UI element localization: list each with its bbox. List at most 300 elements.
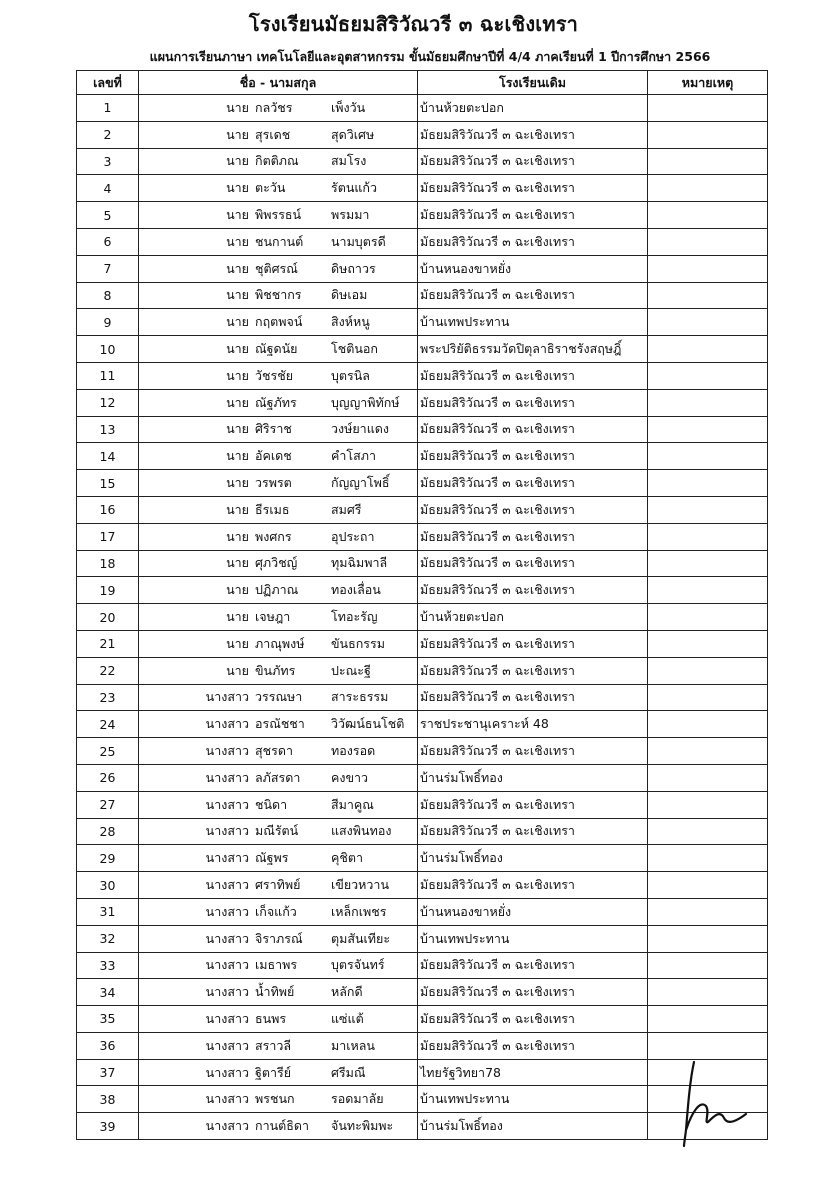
column-header-note: หมายเหตุ xyxy=(648,71,768,95)
first-name: ชนกานต์ xyxy=(255,233,304,249)
cell-note xyxy=(648,630,768,657)
cell-number: 19 xyxy=(77,577,139,604)
name-prefix: นางสาว xyxy=(205,716,249,732)
cell-note xyxy=(648,416,768,443)
table-row xyxy=(77,845,768,872)
cell-note xyxy=(648,738,768,765)
cell-note xyxy=(648,818,768,845)
name-prefix: นาย xyxy=(226,501,249,517)
cell-previous-school: มัธยมสิริวัณวรี ๓ ฉะเชิงเทรา xyxy=(418,952,648,979)
cell-previous-school: มัธยมสิริวัณวรี ๓ ฉะเชิงเทรา xyxy=(418,470,648,497)
table-row xyxy=(77,496,768,523)
cell-note xyxy=(648,389,768,416)
cell-previous-school: มัธยมสิริวัณวรี ๓ ฉะเชิงเทรา xyxy=(418,121,648,148)
cell-name xyxy=(139,684,418,711)
last-name: วิวัฒน์ธนโชติ xyxy=(331,716,405,732)
table-row xyxy=(77,791,768,818)
first-name: ณัฐดนัย xyxy=(255,341,298,357)
cell-name xyxy=(139,1086,418,1113)
first-name: ณัฐพร xyxy=(255,850,289,866)
last-name: โทอะรัญ xyxy=(331,609,378,625)
cell-number: 33 xyxy=(77,952,139,979)
name-prefix: นางสาว xyxy=(205,796,249,812)
cell-name xyxy=(139,845,418,872)
cell-name xyxy=(139,872,418,899)
name-prefix: นางสาว xyxy=(205,689,249,705)
cell-note xyxy=(648,1006,768,1033)
cell-name xyxy=(139,1113,418,1140)
table-row xyxy=(77,95,768,122)
cell-note xyxy=(648,845,768,872)
cell-previous-school: มัธยมสิริวัณวรี ๓ ฉะเชิงเทรา xyxy=(418,443,648,470)
name-prefix: นาย xyxy=(226,609,249,625)
cell-note xyxy=(648,175,768,202)
cell-name xyxy=(139,255,418,282)
first-name: กลวัชร xyxy=(255,99,293,115)
table-row xyxy=(77,121,768,148)
last-name: รัตนแก้ว xyxy=(331,180,378,196)
name-prefix: นาย xyxy=(226,233,249,249)
name-prefix: นาย xyxy=(226,207,249,223)
first-name: ธีรเมธ xyxy=(255,501,290,517)
cell-note xyxy=(648,282,768,309)
name-prefix: นาย xyxy=(226,421,249,437)
cell-note xyxy=(648,657,768,684)
last-name: โชตินอก xyxy=(331,341,378,357)
cell-previous-school: มัธยมสิริวัณวรี ๓ ฉะเชิงเทรา xyxy=(418,818,648,845)
first-name: ปฏิภาณ xyxy=(255,582,299,598)
table-row xyxy=(77,604,768,631)
cell-number: 20 xyxy=(77,604,139,631)
last-name: เหล็กเพชร xyxy=(331,903,387,919)
table-row xyxy=(77,362,768,389)
table-row xyxy=(77,470,768,497)
cell-name xyxy=(139,577,418,604)
name-prefix: นาย xyxy=(226,635,249,651)
cell-number: 23 xyxy=(77,684,139,711)
first-name: เจษฎา xyxy=(255,609,291,625)
table-row xyxy=(77,711,768,738)
table-row xyxy=(77,255,768,282)
table-row xyxy=(77,630,768,657)
name-prefix: นาย xyxy=(226,367,249,383)
cell-previous-school: มัธยมสิริวัณวรี ๓ ฉะเชิงเทรา xyxy=(418,389,648,416)
name-prefix: นาย xyxy=(226,260,249,276)
first-name: น้ำทิพย์ xyxy=(255,984,295,1000)
name-prefix: นาย xyxy=(226,99,249,115)
cell-previous-school: มัธยมสิริวัณวรี ๓ ฉะเชิงเทรา xyxy=(418,496,648,523)
table-row xyxy=(77,764,768,791)
cell-name xyxy=(139,228,418,255)
cell-note xyxy=(648,121,768,148)
cell-number: 27 xyxy=(77,791,139,818)
cell-number: 26 xyxy=(77,764,139,791)
cell-note xyxy=(648,791,768,818)
last-name: สมศรี xyxy=(331,501,362,517)
name-prefix: นาย xyxy=(226,394,249,410)
first-name: จิราภรณ์ xyxy=(255,930,303,946)
name-prefix: นางสาว xyxy=(205,1118,249,1134)
cell-note xyxy=(648,309,768,336)
last-name: บุญญาพิทักษ์ xyxy=(331,394,400,410)
cell-previous-school: มัธยมสิริวัณวรี ๓ ฉะเชิงเทรา xyxy=(418,1006,648,1033)
cell-previous-school: บ้านเทพประทาน xyxy=(418,925,648,952)
cell-name xyxy=(139,898,418,925)
cell-name xyxy=(139,95,418,122)
last-name: ตุมสันเทียะ xyxy=(331,930,391,946)
cell-number: 28 xyxy=(77,818,139,845)
table-row xyxy=(77,282,768,309)
first-name: เมธาพร xyxy=(255,957,298,973)
cell-previous-school: มัธยมสิริวัณวรี ๓ ฉะเชิงเทรา xyxy=(418,175,648,202)
cell-number: 14 xyxy=(77,443,139,470)
cell-number: 1 xyxy=(77,95,139,122)
table-row xyxy=(77,979,768,1006)
table-row xyxy=(77,228,768,255)
cell-previous-school: มัธยมสิริวัณวรี ๓ ฉะเชิงเทรา xyxy=(418,657,648,684)
cell-previous-school: มัธยมสิริวัณวรี ๓ ฉะเชิงเทรา xyxy=(418,738,648,765)
first-name: พรชนก xyxy=(255,1091,295,1107)
cell-note xyxy=(648,148,768,175)
cell-name xyxy=(139,952,418,979)
name-prefix: นาย xyxy=(226,180,249,196)
cell-number: 21 xyxy=(77,630,139,657)
table-row xyxy=(77,872,768,899)
column-header-school: โรงเรียนเดิม xyxy=(418,71,648,95)
cell-previous-school: บ้านร่มโพธิ์ทอง xyxy=(418,764,648,791)
cell-name xyxy=(139,175,418,202)
last-name: สาระธรรม xyxy=(331,689,389,705)
cell-number: 34 xyxy=(77,979,139,1006)
cell-note xyxy=(648,925,768,952)
cell-name xyxy=(139,1032,418,1059)
cell-note xyxy=(648,711,768,738)
table-row xyxy=(77,148,768,175)
name-prefix: นางสาว xyxy=(205,903,249,919)
last-name: พรมมา xyxy=(331,207,370,223)
cell-name xyxy=(139,202,418,229)
name-prefix: นางสาว xyxy=(205,1010,249,1026)
last-name: หลักดี xyxy=(331,984,363,1000)
cell-name xyxy=(139,496,418,523)
cell-note xyxy=(648,550,768,577)
cell-previous-school: มัธยมสิริวัณวรี ๓ ฉะเชิงเทรา xyxy=(418,282,648,309)
cell-number: 4 xyxy=(77,175,139,202)
last-name: ทองรอด xyxy=(331,743,376,759)
name-prefix: นางสาว xyxy=(205,1037,249,1053)
name-prefix: นางสาว xyxy=(205,850,249,866)
first-name: ขินภัทร xyxy=(255,662,296,678)
cell-name xyxy=(139,470,418,497)
name-prefix: นางสาว xyxy=(205,930,249,946)
last-name: สิงห์หนู xyxy=(331,314,370,330)
cell-previous-school: มัธยมสิริวัณวรี ๓ ฉะเชิงเทรา xyxy=(418,202,648,229)
last-name: เพ็งวัน xyxy=(331,99,366,115)
first-name: ธนพร xyxy=(255,1010,287,1026)
name-prefix: นางสาว xyxy=(205,1064,249,1080)
table-row xyxy=(77,523,768,550)
cell-note xyxy=(648,228,768,255)
table-row xyxy=(77,389,768,416)
cell-note xyxy=(648,470,768,497)
cell-previous-school: บ้านหนองขาหยั่ง xyxy=(418,255,648,282)
last-name: บุตรจันทร์ xyxy=(331,957,385,973)
table-row xyxy=(77,175,768,202)
last-name: แซ่แต้ xyxy=(331,1010,364,1026)
name-prefix: นาย xyxy=(226,287,249,303)
table-row xyxy=(77,898,768,925)
table-row xyxy=(77,657,768,684)
cell-number: 2 xyxy=(77,121,139,148)
cell-number: 24 xyxy=(77,711,139,738)
cell-number: 35 xyxy=(77,1006,139,1033)
cell-name xyxy=(139,389,418,416)
name-prefix: นางสาว xyxy=(205,877,249,892)
last-name: ปะณะฐี xyxy=(331,662,371,678)
cell-note xyxy=(648,362,768,389)
last-name: คำโสภา xyxy=(331,448,376,464)
cell-previous-school: มัธยมสิริวัณวรี ๓ ฉะเชิงเทรา xyxy=(418,630,648,657)
cell-number: 12 xyxy=(77,389,139,416)
first-name: กานต์ธิดา xyxy=(255,1118,310,1134)
cell-name xyxy=(139,336,418,363)
name-prefix: นาย xyxy=(226,475,249,491)
last-name: ทุมฉิมพาลี xyxy=(331,555,388,571)
table-body xyxy=(77,95,768,1140)
first-name: ภาณุพงษ์ xyxy=(255,635,305,651)
cell-previous-school: บ้านร่มโพธิ์ทอง xyxy=(418,845,648,872)
last-name: จันทะพิมพะ xyxy=(331,1118,394,1134)
cell-number: 29 xyxy=(77,845,139,872)
cell-note xyxy=(648,764,768,791)
cell-number: 37 xyxy=(77,1059,139,1086)
name-prefix: นาย xyxy=(226,555,249,571)
name-prefix: นางสาว xyxy=(205,743,249,759)
cell-note xyxy=(648,1032,768,1059)
cell-name xyxy=(139,550,418,577)
cell-name xyxy=(139,523,418,550)
cell-number: 7 xyxy=(77,255,139,282)
cell-previous-school: ราชประชานุเคราะห์ 48 xyxy=(418,711,648,738)
last-name: คุชิตา xyxy=(331,850,363,866)
table-row xyxy=(77,309,768,336)
cell-number: 31 xyxy=(77,898,139,925)
cell-note xyxy=(648,684,768,711)
cell-name xyxy=(139,630,418,657)
cell-previous-school: พระปริยัติธรรมวัดปิตุลาธิราชรังสฤษฎิ์ xyxy=(418,336,648,363)
table-row xyxy=(77,1113,768,1140)
last-name: มาเหลน xyxy=(331,1037,375,1053)
first-name: ลภัสรดา xyxy=(255,769,301,785)
table-row xyxy=(77,416,768,443)
cell-name xyxy=(139,711,418,738)
name-prefix: นาย xyxy=(226,582,249,598)
cell-previous-school: บ้านร่มโพธิ์ทอง xyxy=(418,1113,648,1140)
first-name: วรพรต xyxy=(255,475,292,491)
cell-note xyxy=(648,604,768,631)
cell-previous-school: มัธยมสิริวัณวรี ๓ ฉะเชิงเทรา xyxy=(418,577,648,604)
last-name: นามบุตรดี xyxy=(331,233,386,249)
cell-previous-school: มัธยมสิริวัณวรี ๓ ฉะเชิงเทรา xyxy=(418,1032,648,1059)
last-name: สุดวิเศษ xyxy=(331,126,375,142)
name-prefix: นาย xyxy=(226,662,249,678)
cell-number: 16 xyxy=(77,496,139,523)
first-name: มณีรัตน์ xyxy=(255,823,299,839)
cell-name xyxy=(139,148,418,175)
cell-note xyxy=(648,255,768,282)
first-name: กฤตพจน์ xyxy=(255,314,303,330)
first-name: ศิริราช xyxy=(255,421,292,437)
name-prefix: นาย xyxy=(226,314,249,330)
first-name: วัชรชัย xyxy=(255,367,294,383)
cell-previous-school: มัธยมสิริวัณวรี ๓ ฉะเชิงเทรา xyxy=(418,684,648,711)
cell-previous-school: มัธยมสิริวัณวรี ๓ ฉะเชิงเทรา xyxy=(418,228,648,255)
cell-number: 30 xyxy=(77,872,139,899)
last-name: สมโรง xyxy=(331,153,367,169)
cell-name xyxy=(139,416,418,443)
cell-name xyxy=(139,818,418,845)
table-row xyxy=(77,818,768,845)
cell-previous-school: ไทยรัฐวิทยา78 xyxy=(418,1059,648,1086)
cell-previous-school: มัธยมสิริวัณวรี ๓ ฉะเชิงเทรา xyxy=(418,148,648,175)
last-name: บุตรนิล xyxy=(331,367,370,383)
page-subtitle: แผนการเรียนภาษา เทคโนโลยีและอุตสาหกรรม ขั้นมัธยมศึกษาปีที่ 4/4 ภาคเรียนที่ 1 ปีการศึกษา 2566 xyxy=(149,49,711,64)
cell-name xyxy=(139,925,418,952)
cell-name xyxy=(139,282,418,309)
last-name: เขียวหวาน xyxy=(331,877,389,892)
cell-name xyxy=(139,764,418,791)
cell-number: 8 xyxy=(77,282,139,309)
cell-number: 15 xyxy=(77,470,139,497)
table-row xyxy=(77,952,768,979)
first-name: กิตติภณ xyxy=(255,153,299,169)
cell-number: 6 xyxy=(77,228,139,255)
cell-number: 36 xyxy=(77,1032,139,1059)
cell-number: 10 xyxy=(77,336,139,363)
name-prefix: นาย xyxy=(226,528,249,544)
last-name: ขันธกรรม xyxy=(331,635,385,651)
cell-note xyxy=(648,443,768,470)
cell-previous-school: บ้านห้วยตะปอก xyxy=(418,95,648,122)
first-name: พงศกร xyxy=(255,528,292,544)
cell-previous-school: มัธยมสิริวัณวรี ๓ ฉะเชิงเทรา xyxy=(418,872,648,899)
first-name: พิชชากร xyxy=(255,287,302,303)
cell-number: 32 xyxy=(77,925,139,952)
last-name: ทองเลื่อน xyxy=(331,582,381,598)
cell-note xyxy=(648,336,768,363)
cell-number: 5 xyxy=(77,202,139,229)
table-row xyxy=(77,1032,768,1059)
cell-name xyxy=(139,657,418,684)
last-name: ศรีมณี xyxy=(331,1064,366,1080)
first-name: ณัฐภัทร xyxy=(255,394,297,410)
first-name: พิพรรธน์ xyxy=(255,207,302,223)
table-header-row xyxy=(77,71,768,95)
cell-previous-school: มัธยมสิริวัณวรี ๓ ฉะเชิงเทรา xyxy=(418,550,648,577)
first-name: ศราทิพย์ xyxy=(255,877,301,892)
cell-note xyxy=(648,577,768,604)
table-row xyxy=(77,443,768,470)
table-row xyxy=(77,202,768,229)
first-name: วรรณษา xyxy=(255,689,303,705)
name-prefix: นาย xyxy=(226,448,249,464)
cell-number: 18 xyxy=(77,550,139,577)
cell-number: 11 xyxy=(77,362,139,389)
cell-number: 17 xyxy=(77,523,139,550)
cell-previous-school: มัธยมสิริวัณวรี ๓ ฉะเชิงเทรา xyxy=(418,791,648,818)
cell-note xyxy=(648,523,768,550)
table-row xyxy=(77,925,768,952)
first-name: ตะวัน xyxy=(255,180,286,196)
cell-previous-school: มัธยมสิริวัณวรี ๓ ฉะเชิงเทรา xyxy=(418,979,648,1006)
cell-previous-school: มัธยมสิริวัณวรี ๓ ฉะเชิงเทรา xyxy=(418,362,648,389)
cell-previous-school: บ้านเทพประทาน xyxy=(418,1086,648,1113)
cell-number: 3 xyxy=(77,148,139,175)
cell-previous-school: บ้านหนองขาหยั่ง xyxy=(418,898,648,925)
cell-note xyxy=(648,95,768,122)
cell-name xyxy=(139,443,418,470)
first-name: ชุติศรณ์ xyxy=(255,260,298,276)
table-row xyxy=(77,1086,768,1113)
first-name: ชนิดา xyxy=(255,796,288,812)
table-row xyxy=(77,738,768,765)
first-name: เก็จแก้ว xyxy=(255,903,297,919)
cell-note xyxy=(648,202,768,229)
first-name: ศุภวิชญ์ xyxy=(255,555,298,571)
name-prefix: นางสาว xyxy=(205,984,249,1000)
table-row xyxy=(77,684,768,711)
first-name: ฐิตารีย์ xyxy=(255,1064,292,1080)
cell-number: 9 xyxy=(77,309,139,336)
cell-name xyxy=(139,309,418,336)
cell-name xyxy=(139,738,418,765)
last-name: รอดมาลัย xyxy=(331,1091,384,1107)
cell-previous-school: บ้านห้วยตะปอก xyxy=(418,604,648,631)
table-row xyxy=(77,577,768,604)
cell-note xyxy=(648,979,768,1006)
first-name: สราวลี xyxy=(255,1037,292,1053)
name-prefix: นางสาว xyxy=(205,769,249,785)
cell-name xyxy=(139,1006,418,1033)
cell-name xyxy=(139,1059,418,1086)
last-name: วงษ์ยาแดง xyxy=(331,421,389,437)
last-name: สีมาคูณ xyxy=(331,796,374,812)
name-prefix: นางสาว xyxy=(205,957,249,973)
first-name: อัคเดช xyxy=(255,448,292,464)
cell-name xyxy=(139,979,418,1006)
cell-number: 39 xyxy=(77,1113,139,1140)
name-prefix: นางสาว xyxy=(205,1091,249,1107)
name-prefix: นาย xyxy=(226,341,249,357)
column-header-name: ชื่อ - นามสกุล xyxy=(139,71,418,95)
page-title: โรงเรียนมัธยมสิริวัณวรี ๓ ฉะเชิงเทรา xyxy=(248,12,579,36)
cell-name xyxy=(139,604,418,631)
last-name: ดิษเอม xyxy=(331,287,368,303)
table-row xyxy=(77,1006,768,1033)
first-name: อรณัชชา xyxy=(255,716,305,732)
table-row xyxy=(77,336,768,363)
cell-previous-school: บ้านเทพประทาน xyxy=(418,309,648,336)
table-row xyxy=(77,550,768,577)
cell-name xyxy=(139,362,418,389)
name-prefix: นาย xyxy=(226,153,249,169)
cell-number: 22 xyxy=(77,657,139,684)
name-prefix: นางสาว xyxy=(205,823,249,839)
column-header-number: เลขที่ xyxy=(77,71,139,95)
cell-note xyxy=(648,496,768,523)
cell-name xyxy=(139,121,418,148)
table-row xyxy=(77,1059,768,1086)
